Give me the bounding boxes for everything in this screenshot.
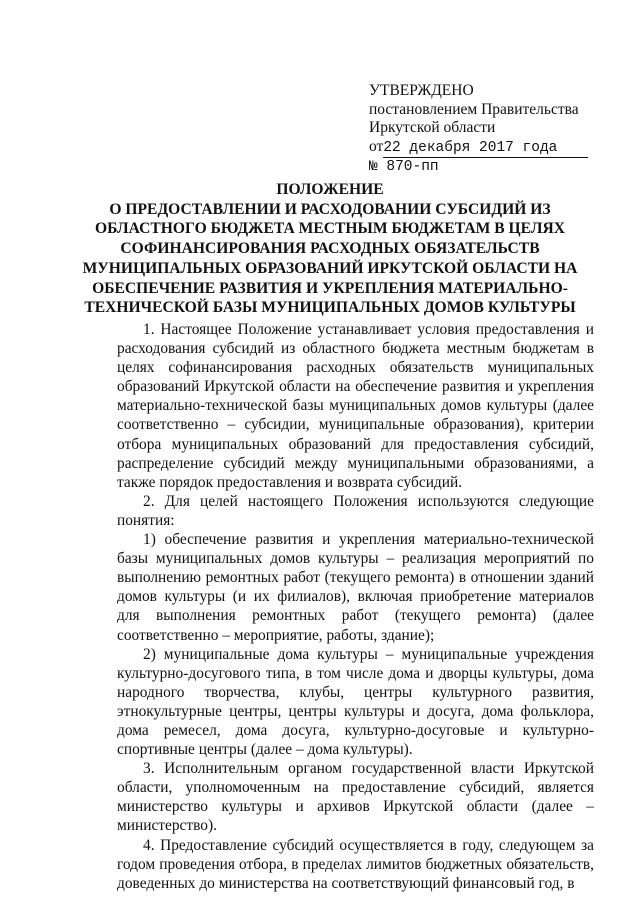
title-line: ТЕХНИЧЕСКОЙ БАЗЫ МУНИЦИПАЛЬНЫХ ДОМОВ КУЛЬТУРЫ [84, 299, 576, 317]
document-title [70, 180, 590, 318]
approval-date-line [369, 138, 619, 158]
approval-date-value: 22 декабря 2017 года [383, 140, 588, 158]
document-body [117, 320, 594, 893]
approval-date-prefix: от [369, 137, 384, 155]
paragraph-1: 1. Настоящее Положение устанавливает условия предоставления и расходования субсидий из областного бюджета местным бюджетам в целях софинансирования расходных обязательств муниципальных образований Иркутской области на обеспечение развития и укрепления материально-технической базы муниципальных домов культуры (далее соответственно – субсидии, муниципальные образования), критерии отбора муниципальных образований для предоставления субсидий, распределение субсидий между муниципальными образованиями, а также порядок предоставления и возврата субсидий. [117, 321, 594, 491]
paragraph-2-1: 1) обеспечение развития и укрепления материально-технической базы муниципальных домов культуры – реализация мероприятий по выполнению ремонтных работ (текущего ремонта) в отношении зданий домов культуры (и их филиалов), включая приобретение материалов для выполнения ремонтных работ (текущего ремонта) (далее соответственно – мероприятие, работы, здание); [117, 531, 594, 644]
approval-region: Иркутской области [369, 119, 496, 136]
paragraph-3: 3. Исполнительным органом государственной власти Иркутской области, уполномоченным на предоставление субсидий, является министерство культуры и архивов Иркутской области (далее – министерство). [117, 760, 594, 835]
title-line: ОБЛАСТНОГО БЮДЖЕТА МЕСТНЫМ БЮДЖЕТАМ В ЦЕЛЯХ [94, 220, 565, 238]
title-line: ОБЕСПЕЧЕНИЕ РАЗВИТИЯ И УКРЕПЛЕНИЯ МАТЕРИАЛЬНО- [92, 279, 568, 297]
approval-number: № 870-пп [369, 158, 439, 175]
title-line: ПОЛОЖЕНИЕ [276, 181, 384, 198]
paragraph-2-2: 2) муниципальные дома культуры – муниципальные учреждения культурно-досугового типа, в том числе дома и дворцы культуры, дома народного творчества, клубы, центры культурного развития, этнокультурные центры, центры культуры и досуга, дома фольклора, дома ремесел, дома досуга, культурно-досуговые и культурно-спортивные центры (далее – дома культуры). [117, 645, 594, 759]
paragraph-2: 2. Для целей настоящего Положения используются следующие понятия: [117, 492, 594, 529]
approval-resolution: постановлением Правительства [369, 100, 579, 118]
approval-block [369, 82, 619, 176]
title-line: МУНИЦИПАЛЬНЫХ ОБРАЗОВАНИЙ ИРКУТСКОЙ ОБЛАСТИ НА [82, 259, 578, 277]
title-line: СОФИНАНСИРОВАНИЯ РАСХОДНЫХ ОБЯЗАТЕЛЬСТВ [120, 240, 540, 258]
paragraph-4: 4. Предоставление субсидий осуществляется в году, следующем за годом проведения отбора, в пределах лимитов бюджетных обязательств, доведенных до министерства на соответствующий финансовый год, в [117, 836, 594, 892]
approval-heading: УТВЕРЖДЕНО [369, 82, 474, 99]
title-line: О ПРЕДОСТАВЛЕНИИ И РАСХОДОВАНИИ СУБСИДИЙ ИЗ [109, 200, 551, 218]
